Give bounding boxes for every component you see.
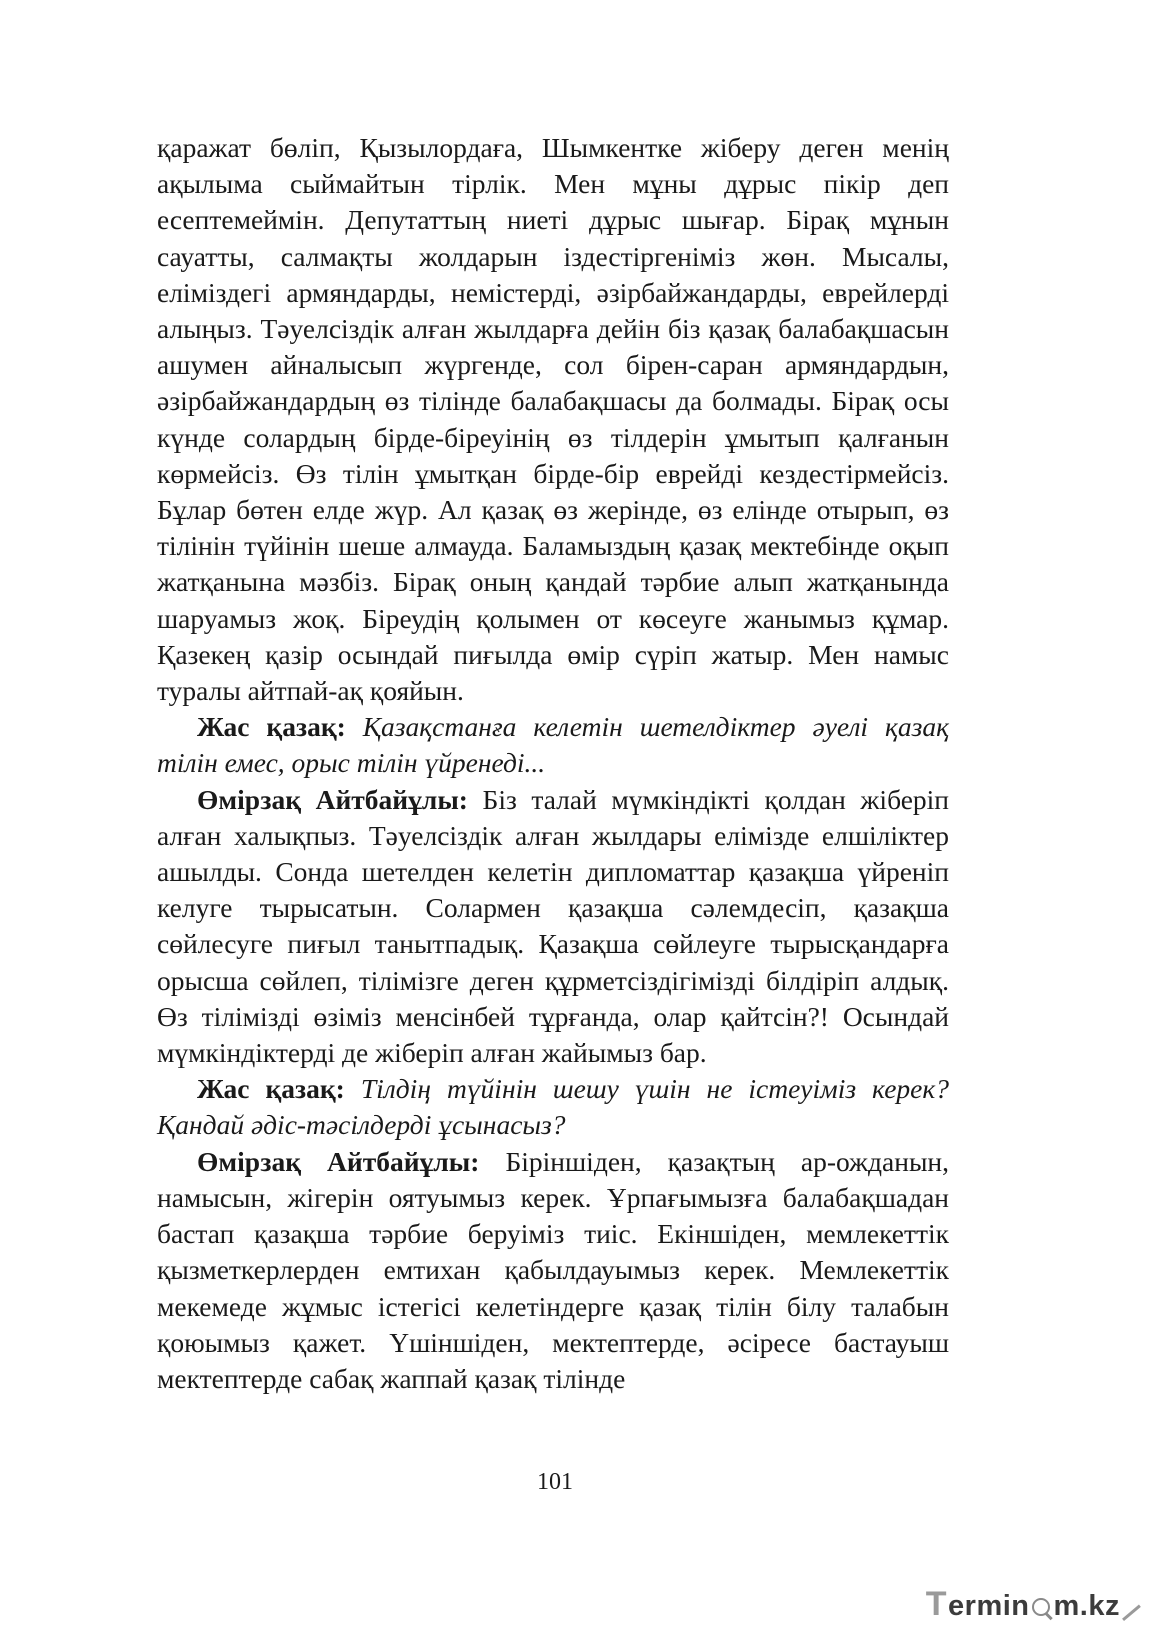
paragraph-4 bbox=[157, 1071, 949, 1143]
question-text: Тілдің түйінін шешу үшін не істеуіміз керек? Қандай әдіс-тәсілдерді ұсынасыз? bbox=[157, 1073, 949, 1141]
watermark-swoosh-icon bbox=[1122, 1597, 1142, 1621]
watermark-domain: m.kz bbox=[1053, 1590, 1120, 1622]
speaker-label: Жас қазақ: bbox=[197, 711, 346, 743]
paragraph-2 bbox=[157, 709, 949, 781]
paragraph-text: қаражат бөліп, Қызылордаға, Шымкентке жіберу деген менің ақылыма сыймайтын тірлік. Мен мұны дұрыс пікір деп есептемеймін. Депутаттың ниеті дұрыс шығар. Бірақ мұнын сауатты, салмақты жолдарын іздестіргеніміз жөн. Мысалы, еліміздегі армяндарды, немістерді, әзірбайжандарды, еврейлерді алыңыз. Тәуелсіздік алған жылдарға дейін біз қазақ балабақшасын ашумен айналысып жүргенде, сол бірен-саран армяндардын, әзірбайжандардың өз тілінде балабақшасы да болмады. Бірақ осы күнде солардың бірде-біреуінің өз тілдерін ұмытып қалғанын көрмейсіз. Өз тілін ұмытқан бірде-бір еврейді кездестірмейсіз. Бұлар бөтен елде жүр. Ал қазақ өз жерінде, өз елінде отырып, өз тілінін түйінін шеше алмауда. Баламыздың қазақ мектебінде оқып жатқанына мәзбіз. Бірақ оның қандай тәрбие алып жатқанында шаруамыз жоқ. Біреудің қолымен от көсеуге жанымыз құмар. Қазекең қазір осындай пиғылда өмір сүріп жатыр. Мен намыс туралы айтпай-ақ қояйын. bbox=[157, 132, 949, 707]
answer-text: Біз талай мүмкіндікті қолдан жіберіп алған халықпыз. Тәуелсіздік алған жылдары елімізде елшіліктер ашылды. Сонда шетелден келетін дипломаттар қазақша үйреніп келуге тырысатын. Солармен қазақша сәлемдесіп, қазақша сөйлесуге пиғыл танытпадық. Қазақша сөйлеуге тырысқандарға орысша сөйлеп, тілімізге деген құрметсіздігімізді білдіріп алдық. Өз тілімізді өзіміз менсінбей тұрғанда, олар қайтсін?! Осындай мүмкіндіктерді де жіберіп алған жайымыз бар. bbox=[157, 783, 950, 1069]
watermark-letter-t: T bbox=[925, 1585, 948, 1623]
answer-text: Біріншіден, қазақтың ар-ожданын, намысын, жігерін оятуымыз керек. Ұрпағымызға балабақшадан бастап қазақша тәрбие беруіміз тиіс. Екіншіден, мемлекеттік қызметкерлерден емтихан қабылдауымыз керек. Мемлекеттік мекемеде жұмыс істегісі келетіндерге қазақ тілін білу талабын қоюымыз қажет. Үшіншіден, мектептерде, әсіресе бастауыш мектептерде сабақ жаппай қазақ тілінде bbox=[157, 1145, 950, 1394]
page-number: 101 bbox=[537, 1469, 573, 1495]
watermark-text: ermin bbox=[948, 1590, 1030, 1622]
termincom-watermark bbox=[926, 1587, 1142, 1621]
speaker-label: Жас қазақ: bbox=[197, 1073, 345, 1105]
paragraph-3 bbox=[157, 782, 949, 1072]
page-body bbox=[157, 130, 949, 1397]
question-text: Қазақстанға келетін шетелдіктер әуелі қазақ тілін емес, орыс тілін үйренеді... bbox=[157, 711, 949, 779]
speaker-label: Өмірзақ Айтбайұлы: bbox=[197, 783, 468, 815]
magnifier-icon bbox=[1031, 1597, 1053, 1619]
paragraph-1 bbox=[157, 130, 949, 709]
paragraph-5 bbox=[157, 1144, 949, 1397]
speaker-label: Өмірзақ Айтбайұлы: bbox=[197, 1145, 480, 1177]
